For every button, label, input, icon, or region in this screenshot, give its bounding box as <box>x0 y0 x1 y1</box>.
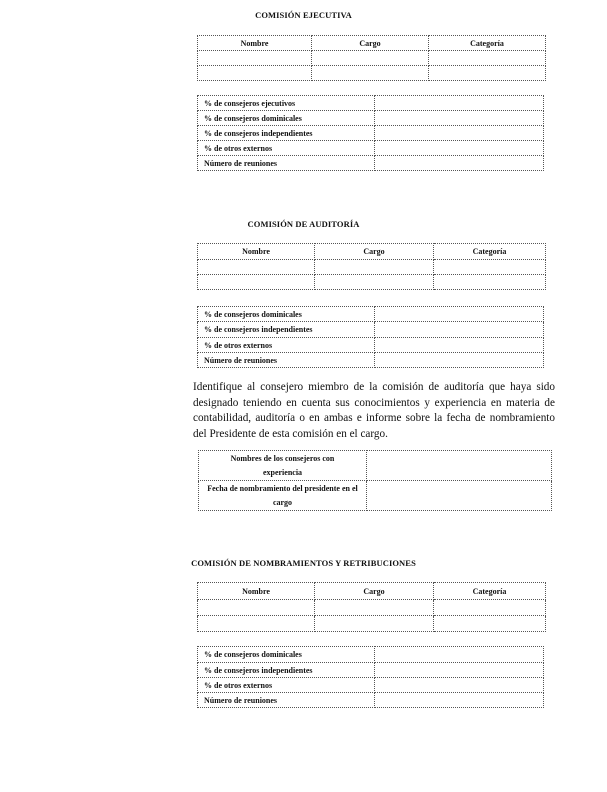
cargo-cell[interactable] <box>315 260 434 275</box>
stat-label: % de consejeros ejecutivos <box>198 96 375 111</box>
nombre-cell[interactable] <box>198 616 315 632</box>
auditoria-instructions-paragraph: Identifique al consejero miembro de la comisión de auditoría que haya sido designado teniendo en cuenta sus conocimientos y experiencia en materia de contabilidad, auditoría o en ambas e informe sobre la fecha de nombramiento del Presidente de esta comisión en el cargo. <box>193 381 555 440</box>
column-header-categoria: Categoría <box>434 583 546 600</box>
column-header-nombre: Nombre <box>198 583 315 600</box>
column-header-cargo: Cargo <box>315 244 434 260</box>
stat-label: % de otros externos <box>198 141 375 156</box>
table-row <box>198 616 546 632</box>
table-row <box>198 600 546 616</box>
stat-value-cell[interactable] <box>375 96 544 111</box>
table-row <box>198 307 544 322</box>
auditoria-members-table <box>197 243 546 290</box>
stat-label: % de consejeros dominicales <box>198 111 375 126</box>
column-header-nombre: Nombre <box>198 244 315 260</box>
stat-label: % de consejeros independientes <box>198 322 375 338</box>
section-title-auditoria: COMISIÓN DE AUDITORÍA <box>247 219 360 229</box>
column-header-cargo: Cargo <box>312 36 429 51</box>
section-title-ejecutiva: COMISIÓN EJECUTIVA <box>255 10 352 20</box>
cargo-cell[interactable] <box>312 51 429 66</box>
stat-label: % de consejeros independientes <box>198 126 375 141</box>
categoria-cell[interactable] <box>434 260 546 275</box>
nombre-cell[interactable] <box>198 260 315 275</box>
column-header-cargo: Cargo <box>315 583 434 600</box>
table-row <box>198 275 546 290</box>
table-row <box>198 693 544 708</box>
table-row <box>198 96 544 111</box>
table-row <box>198 126 544 141</box>
nombre-cell[interactable] <box>198 66 312 81</box>
stat-value-cell[interactable] <box>375 307 544 322</box>
section-title-nombramientos: COMISIÓN DE NOMBRAMIENTOS Y RETRIBUCIONES <box>191 558 416 568</box>
experience-value-cell[interactable] <box>367 451 552 481</box>
column-header-categoria: Categoría <box>434 244 546 260</box>
table-row <box>199 451 552 481</box>
nombramientos-members-table <box>197 582 546 632</box>
stat-value-cell[interactable] <box>375 111 544 126</box>
ejecutiva-stats-table <box>197 95 544 171</box>
stat-label: Número de reuniones <box>198 156 375 171</box>
categoria-cell[interactable] <box>429 51 546 66</box>
stat-value-cell[interactable] <box>375 141 544 156</box>
categoria-cell[interactable] <box>429 66 546 81</box>
table-row <box>198 678 544 693</box>
stat-label: % de consejeros dominicales <box>198 647 375 663</box>
cargo-cell[interactable] <box>315 616 434 632</box>
stat-value-cell[interactable] <box>375 353 544 368</box>
cargo-cell[interactable] <box>315 275 434 290</box>
stat-label: % de otros externos <box>198 338 375 353</box>
table-row <box>198 353 544 368</box>
stat-value-cell[interactable] <box>375 156 544 171</box>
stat-value-cell[interactable] <box>375 678 544 693</box>
table-row <box>198 156 544 171</box>
column-header-categoria: Categoría <box>429 36 546 51</box>
appointment-date-label: Fecha de nombramiento del presidente en el cargo <box>199 481 367 511</box>
stat-label: % de otros externos <box>198 678 375 693</box>
nombramientos-stats-table <box>197 646 544 708</box>
stat-value-cell[interactable] <box>375 647 544 663</box>
column-header-nombre: Nombre <box>198 36 312 51</box>
categoria-cell[interactable] <box>434 616 546 632</box>
table-row <box>198 322 544 338</box>
nombre-cell[interactable] <box>198 51 312 66</box>
cargo-cell[interactable] <box>312 66 429 81</box>
table-row <box>199 481 552 511</box>
experience-label: Nombres de los consejeros con experiencia <box>199 451 367 481</box>
auditoria-experience-table <box>198 450 552 511</box>
table-row <box>198 260 546 275</box>
ejecutiva-members-table <box>197 35 546 81</box>
table-row <box>198 663 544 678</box>
nombre-cell[interactable] <box>198 275 315 290</box>
cargo-cell[interactable] <box>315 600 434 616</box>
table-row <box>198 141 544 156</box>
table-row <box>198 66 546 81</box>
table-row <box>198 647 544 663</box>
stat-value-cell[interactable] <box>375 126 544 141</box>
auditoria-stats-table <box>197 306 544 368</box>
stat-label: Número de reuniones <box>198 693 375 708</box>
stat-label: % de consejeros independientes <box>198 663 375 678</box>
categoria-cell[interactable] <box>434 600 546 616</box>
table-row <box>198 51 546 66</box>
stat-label: Número de reuniones <box>198 353 375 368</box>
nombre-cell[interactable] <box>198 600 315 616</box>
stat-value-cell[interactable] <box>375 338 544 353</box>
table-row <box>198 111 544 126</box>
stat-value-cell[interactable] <box>375 663 544 678</box>
stat-label: % de consejeros dominicales <box>198 307 375 322</box>
stat-value-cell[interactable] <box>375 322 544 338</box>
appointment-date-value-cell[interactable] <box>367 481 552 511</box>
categoria-cell[interactable] <box>434 275 546 290</box>
table-row <box>198 338 544 353</box>
stat-value-cell[interactable] <box>375 693 544 708</box>
